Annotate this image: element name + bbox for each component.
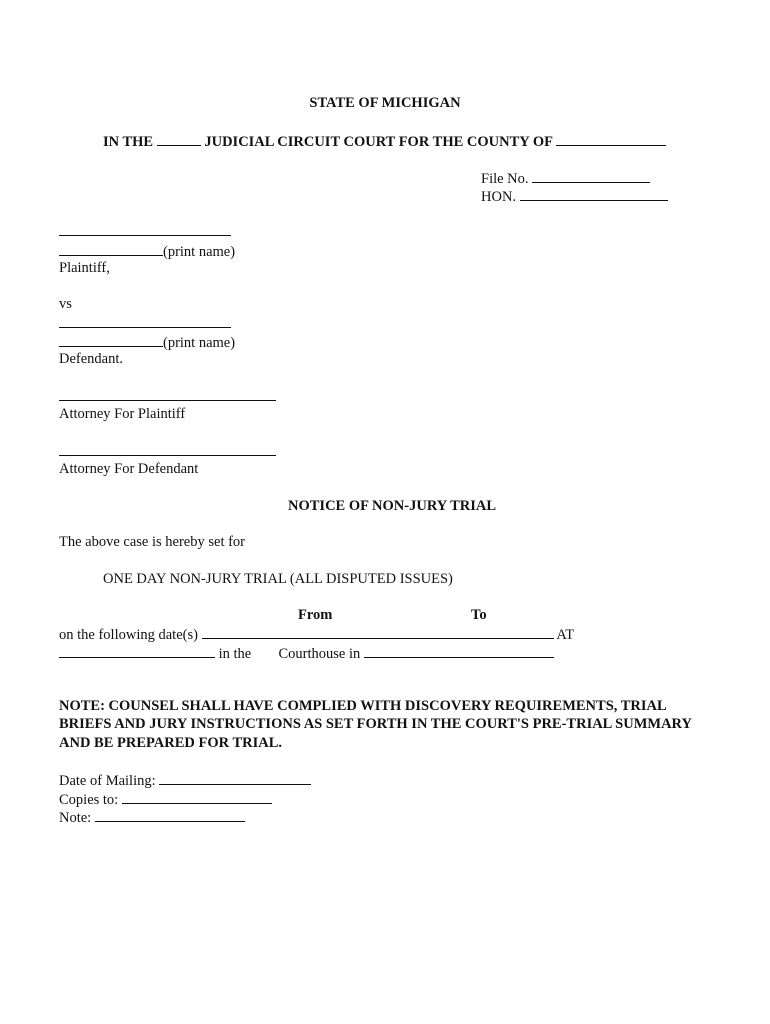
dates-label: on the following date(s) bbox=[59, 627, 198, 643]
notice-title: NOTICE OF NON-JURY TRIAL bbox=[288, 498, 497, 514]
plaintiff-print-name-blank[interactable] bbox=[59, 241, 163, 256]
in-the-label: in the bbox=[218, 646, 252, 662]
courthouse-location-blank[interactable] bbox=[364, 643, 554, 658]
plaintiff-print-name-row bbox=[59, 241, 235, 261]
at-label: AT bbox=[556, 627, 575, 643]
file-no-blank[interactable] bbox=[532, 168, 650, 183]
attorney-defendant-label: Attorney For Defendant bbox=[59, 461, 199, 477]
judge-name-blank[interactable] bbox=[520, 186, 668, 201]
defendant-print-name-row bbox=[59, 332, 235, 352]
note-blank[interactable] bbox=[95, 807, 245, 822]
copies-to-row bbox=[59, 789, 272, 809]
print-name-label: (print name) bbox=[163, 335, 236, 351]
copies-to-label: Copies to: bbox=[59, 792, 119, 808]
note-line-3: AND BE PREPARED FOR TRIAL. bbox=[59, 735, 283, 751]
date-of-mailing-blank[interactable] bbox=[159, 770, 311, 785]
plaintiff-name-line[interactable] bbox=[59, 235, 231, 236]
note-line-1: NOTE: COUNSEL SHALL HAVE COMPLIED WITH DISCOVERY REQUIREMENTS, TRIAL bbox=[59, 698, 667, 714]
defendant-label: Defendant. bbox=[59, 351, 124, 367]
location-row bbox=[59, 643, 554, 663]
plaintiff-label: Plaintiff, bbox=[59, 260, 110, 276]
hon-row bbox=[481, 186, 668, 206]
note-row bbox=[59, 807, 245, 827]
courthouse-label: Courthouse in bbox=[278, 646, 361, 662]
trial-type: ONE DAY NON-JURY TRIAL (ALL DISPUTED ISSUES) bbox=[103, 571, 453, 587]
intro-text: The above case is hereby set for bbox=[59, 534, 246, 550]
time-blank[interactable] bbox=[59, 643, 215, 658]
defendant-print-name-blank[interactable] bbox=[59, 332, 163, 347]
state-heading: STATE OF MICHIGAN bbox=[309, 95, 461, 111]
print-name-label: (print name) bbox=[163, 244, 236, 260]
dates-row bbox=[59, 624, 574, 644]
defendant-name-line[interactable] bbox=[59, 327, 231, 328]
file-no-label: File No. bbox=[481, 171, 529, 187]
attorney-defendant-line[interactable] bbox=[59, 455, 276, 456]
attorney-plaintiff-line[interactable] bbox=[59, 400, 276, 401]
attorney-plaintiff-label: Attorney For Plaintiff bbox=[59, 406, 186, 422]
file-no-row bbox=[481, 168, 650, 188]
note-label: Note: bbox=[59, 810, 92, 826]
court-heading bbox=[103, 131, 666, 151]
date-of-mailing-row bbox=[59, 770, 311, 790]
county-blank[interactable] bbox=[556, 131, 666, 146]
court-middle: JUDICIAL CIRCUIT COURT FOR THE COUNTY OF bbox=[204, 134, 553, 150]
note-line-2: BRIEFS AND JURY INSTRUCTIONS AS SET FORTH IN THE COURT'S PRE-TRIAL SUMMARY bbox=[59, 716, 692, 732]
trial-dates-blank[interactable] bbox=[202, 624, 554, 639]
hon-label: HON. bbox=[481, 189, 517, 205]
copies-to-blank[interactable] bbox=[122, 789, 272, 804]
date-of-mailing-label: Date of Mailing: bbox=[59, 773, 156, 789]
court-prefix: IN THE bbox=[103, 134, 154, 150]
circuit-number-blank[interactable] bbox=[157, 131, 201, 146]
versus-label: vs bbox=[59, 296, 72, 312]
from-label: From bbox=[298, 607, 333, 623]
to-label: To bbox=[471, 607, 487, 623]
